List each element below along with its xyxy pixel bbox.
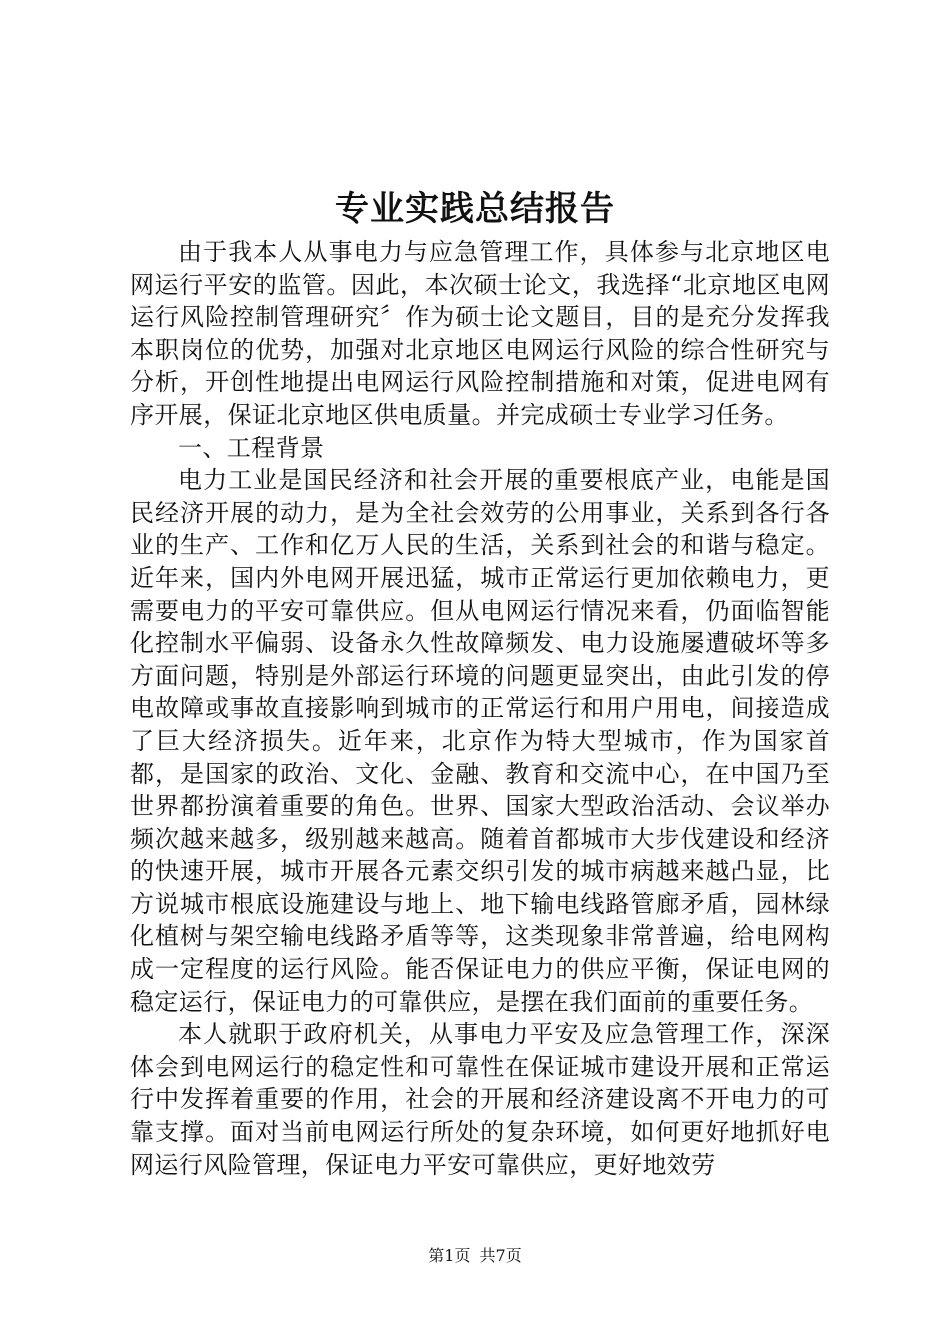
paragraph-background: 电力工业是国民经济和社会开展的重要根底产业，电能是国民经济开展的动力，是为全社会效劳的公用事业，关系到各行各业的生产、工作和亿万人民的生活，关系到社会的和谐与稳定。近年来，国内外电网开展迅猛，城市正常运行更加依赖电力，更需要电力的平安可靠供应。但从电网运行情况来看，仍面临智能化控制水平偏弱、设备永久性故障频发、电力设施屡遭破坏等多方面问题，特别是外部运行环境的问题更显突出，由此引发的停电故障或事故直接影响到城市的正常运行和用户用电，间接造成了巨大经济损失。近年来，北京作为特大型城市，作为国家首都，是国家的政治、文化、金融、教育和交流中心，在中国乃至世界都扮演着重要的角色。世界、国家大型政治活动、会议举办频次越来越多，级别越来越高。随着首都城市大步伐建设和经济的快速开展，城市开展各元素交织引发的城市病越来越凸显，比方说城市根底设施建设与地上、地下输电线路管廊矛盾，园林绿化植树与架空输电线路矛盾等等，这类现象非常普遍，给电网构成一定程度的运行风险。能否保证电力的供应平衡，保证电网的稳定运行，保证电力的可靠供应，是摆在我们面前的重要任务。 [130, 466, 830, 1016]
section-heading: 一、工程背景 [178, 433, 325, 462]
paragraph-intro: 由于我本人从事电力与应急管理工作，具体参与北京地区电网运行平安的监管。因此，本次硕士论文，我选择“北京地区电网运行风险控制管理研究〞作为硕士论文题目，目的是充分发挥我本职岗位的优势，加强对北京地区电网运行风险的综合性研究与分析，开创性地提出电网运行风险控制措施和对策，促进电网有序开展，保证北京地区供电质量。并完成硕士专业学习任务。 [130, 238, 830, 429]
page-footer [0, 1244, 950, 1268]
page-number: 第1页 [428, 1246, 471, 1265]
page-total: 共7页 [479, 1246, 522, 1265]
document-title: 专业实践总结报告 [335, 189, 615, 229]
document-body [130, 236, 830, 1181]
paragraph-motivation: 本人就职于政府机关，从事电力平安及应急管理工作，深深体会到电网运行的稳定性和可靠性在保证城市建设开展和正常运行中发挥着重要的作用，社会的开展和经济建设离不开电力的可靠支撑。面对当前电网运行所处的复杂环境，如何更好地抓好电网运行风险管理，保证电力平安可靠供应，更好地效劳 [130, 1020, 830, 1179]
